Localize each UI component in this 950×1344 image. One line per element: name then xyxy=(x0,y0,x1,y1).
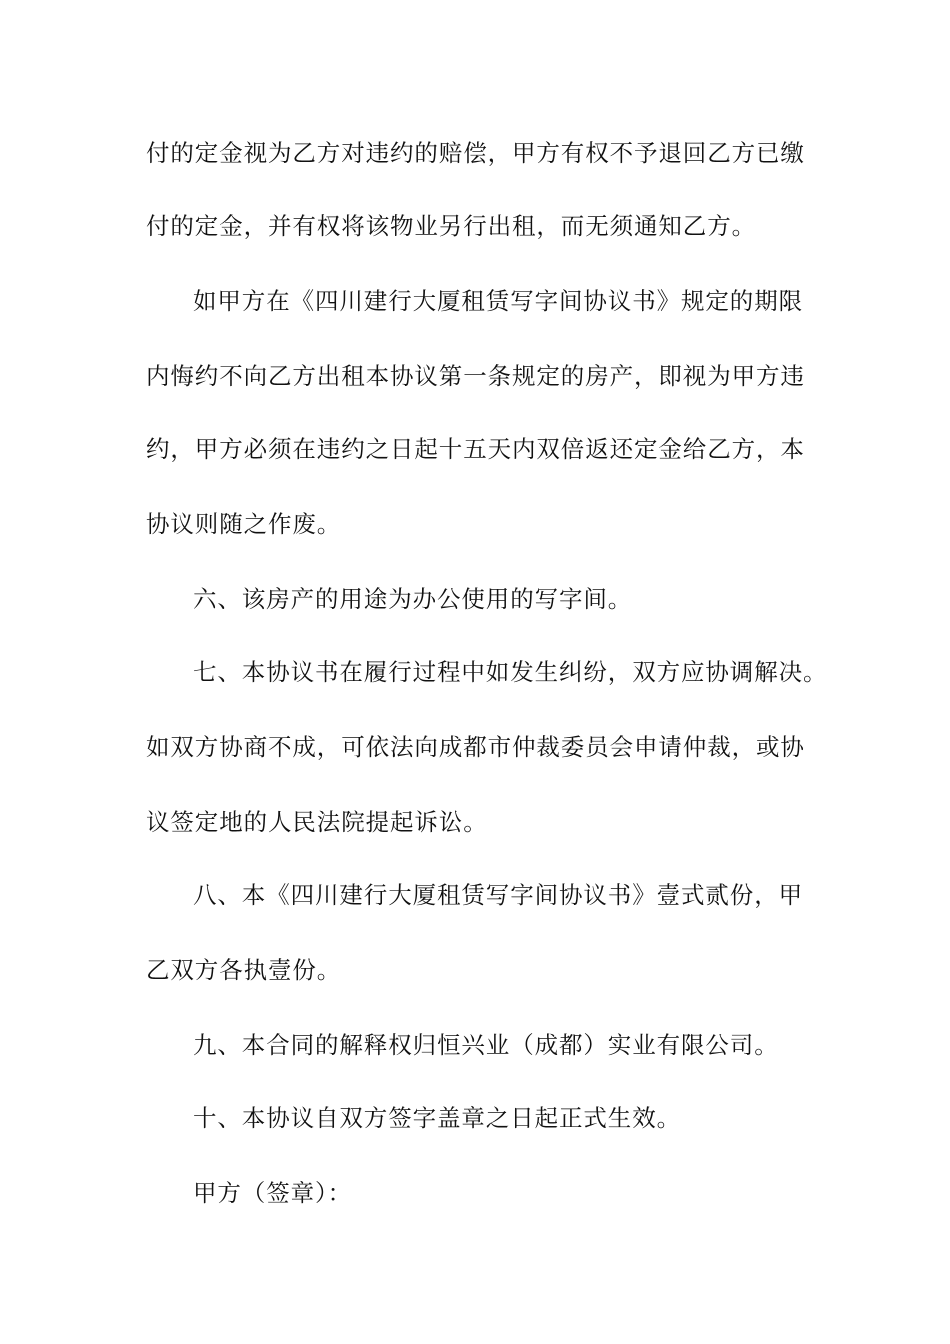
text-line-6: 协议则随之作废。 xyxy=(146,510,342,538)
text-line-9: 如双方协商不成，可依法向成都市仲裁委员会申请仲裁，或协 xyxy=(146,733,805,761)
text-line-5: 约，甲方必须在违约之日起十五天内双倍返还定金给乙方，本 xyxy=(146,435,805,463)
clause-seven: 七、本协议书在履行过程中如发生纠纷，双方应协调解决。 xyxy=(193,658,828,686)
clause-nine: 九、本合同的解释权归恒兴业（成都）实业有限公司。 xyxy=(193,1031,779,1059)
text-line-1: 付的定金视为乙方对违约的赔偿，甲方有权不予退回乙方已缴 xyxy=(146,139,805,167)
paragraph-deposit-clause-start: 如甲方在《四川建行大厦租赁写字间协议书》规定的期限 xyxy=(193,287,803,315)
text-line-12: 乙双方各执壹份。 xyxy=(146,956,342,984)
text-line-10: 议签定地的人民法院提起诉讼。 xyxy=(146,808,488,836)
clause-eight: 八、本《四川建行大厦租赁写字间协议书》壹式贰份，甲 xyxy=(193,881,803,909)
clause-ten: 十、本协议自双方签字盖章之日起正式生效。 xyxy=(193,1104,681,1132)
text-line-4: 内悔约不向乙方出租本协议第一条规定的房产，即视为甲方违 xyxy=(146,362,805,390)
party-a-signature-label: 甲方（签章）： xyxy=(193,1179,353,1207)
text-line-2: 付的定金，并有权将该物业另行出租，而无须通知乙方。 xyxy=(146,212,756,240)
clause-six: 六、该房产的用途为办公使用的写字间。 xyxy=(193,585,633,613)
